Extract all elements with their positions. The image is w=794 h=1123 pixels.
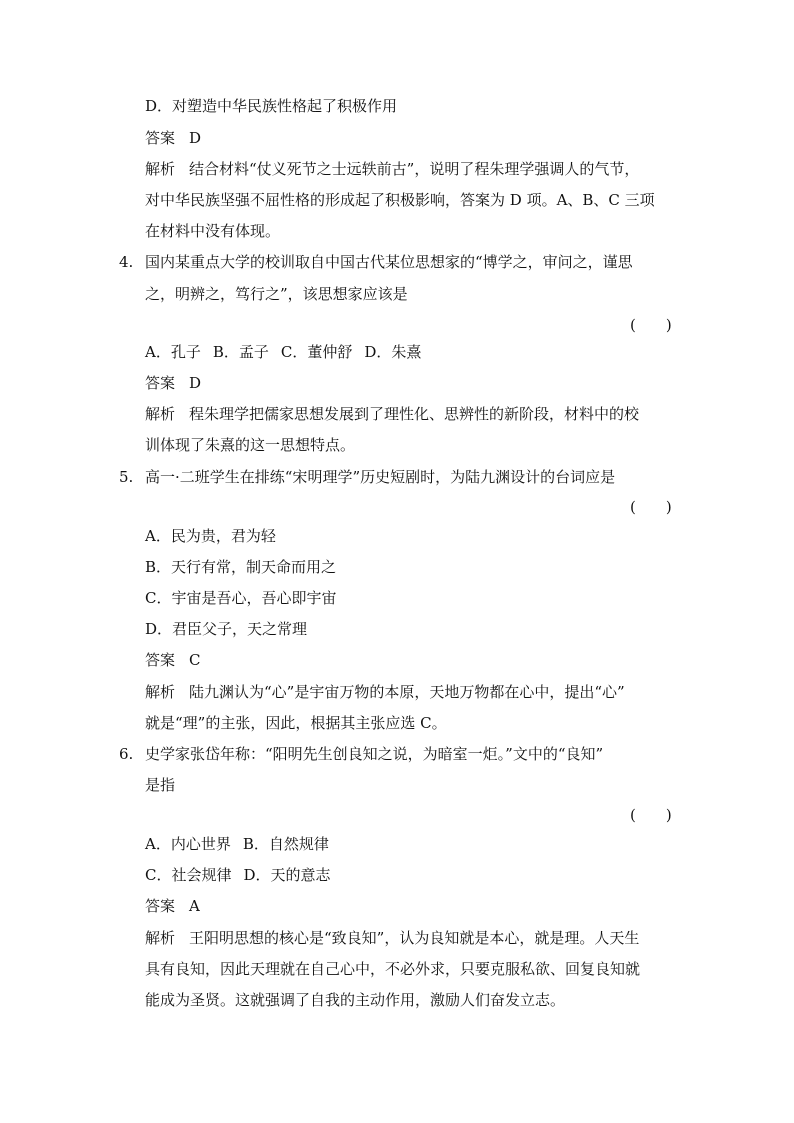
answer-value: A: [189, 897, 200, 915]
answer-label: 答案: [145, 374, 176, 392]
q4-stem-line-2: 之，明辨之，笃行之”，该思想家应该是: [145, 285, 408, 303]
q5-stem: 高一·二班学生在排练“宋明理学”历史短剧时，为陆九渊设计的台词应是: [145, 468, 616, 486]
q4-options: [145, 342, 433, 362]
q6-stem-line-1: 史学家张岱年称：“阳明先生创良知之说，为暗室一炬。”文中的“良知”: [145, 745, 604, 763]
q5-option-d: D．君臣父子，天之常理: [145, 620, 308, 638]
q5-option-b: B．天行有常，制天命而用之: [145, 558, 337, 576]
q3-analysis-line-3: 在材料中没有体现。: [145, 222, 281, 240]
analysis-text: 结合材料“仗义死节之士远轶前古”，说明了程朱理学强调人的气节，: [189, 160, 640, 178]
q3-analysis-line-2: 对中华民族坚强不屈性格的形成起了积极影响，答案为 D 项。A、B、C 三项: [145, 191, 655, 209]
q4-analysis-line-2: 训体现了朱熹的这一思想特点。: [145, 436, 356, 454]
option-a: A．内心世界: [145, 835, 231, 853]
q5-option-a: A．民为贵，君为轻: [145, 527, 276, 545]
q4-stem-line-1: 国内某重点大学的校训取自中国古代某位思想家的“博学之，审问之，谨思: [145, 253, 633, 271]
q6-analysis-line-2: 具有良知，因此天理就在自己心中，不必外求，只要克服私欲、回复良知就: [145, 960, 641, 978]
option-b: B．孟子: [212, 343, 269, 361]
q6-stem-line-2: 是指: [145, 776, 176, 794]
q6-analysis-line-3: 能成为圣贤。这就强调了自我的主动作用，激励人们奋发立志。: [145, 991, 566, 1009]
option-a: A．孔子: [145, 343, 201, 361]
option-b: B．自然规律: [242, 835, 329, 853]
q6-options-row-2: [145, 865, 343, 885]
analysis-text: 王阳明思想的核心是“致良知”，认为良知就是本心，就是理。人天生: [189, 929, 640, 947]
q6-analysis-line-1: [145, 928, 639, 948]
answer-label: 答案: [145, 897, 176, 915]
q3-option-d: D．对塑造中华民族性格起了积极作用: [145, 97, 398, 115]
analysis-label: 解析: [145, 160, 176, 178]
option-c: C．社会规律: [145, 866, 232, 884]
option-c: C．董仲舒: [280, 343, 353, 361]
q4-answer: [145, 373, 201, 393]
q6-options-row-1: [145, 834, 341, 854]
q4-number: 4.: [119, 253, 134, 271]
answer-value: C: [189, 651, 201, 669]
answer-label: 答案: [145, 129, 176, 147]
analysis-label: 解析: [145, 405, 176, 423]
option-d: D．朱熹: [364, 343, 422, 361]
analysis-text: 程朱理学把儒家思想发展到了理性化、思辨性的新阶段，材料中的校: [189, 405, 640, 423]
option-d: D．天的意志: [243, 866, 331, 884]
q5-answer-blank: ( ): [630, 498, 672, 516]
q6-number: 6.: [119, 745, 134, 763]
q4-analysis-line-1: [145, 404, 639, 424]
analysis-label: 解析: [145, 683, 176, 701]
q3-analysis-line-1: [145, 159, 639, 179]
q3-answer: [145, 128, 201, 148]
q6-answer: [145, 896, 200, 916]
q5-analysis-line-1: [145, 682, 625, 702]
answer-label: 答案: [145, 651, 176, 669]
answer-value: D: [189, 374, 202, 392]
analysis-label: 解析: [145, 929, 176, 947]
q5-answer: [145, 650, 201, 670]
q5-number: 5.: [119, 468, 134, 486]
answer-value: D: [189, 129, 202, 147]
analysis-text: 陆九渊认为“心”是宇宙万物的本原，天地万物都在心中，提出“心”: [189, 683, 625, 701]
q4-answer-blank: ( ): [630, 316, 672, 334]
q5-analysis-line-2: 就是“理”的主张，因此，根据其主张应选 C。: [145, 714, 447, 732]
q6-answer-blank: ( ): [630, 806, 672, 824]
q5-option-c: C．宇宙是吾心，吾心即宇宙: [145, 589, 337, 607]
